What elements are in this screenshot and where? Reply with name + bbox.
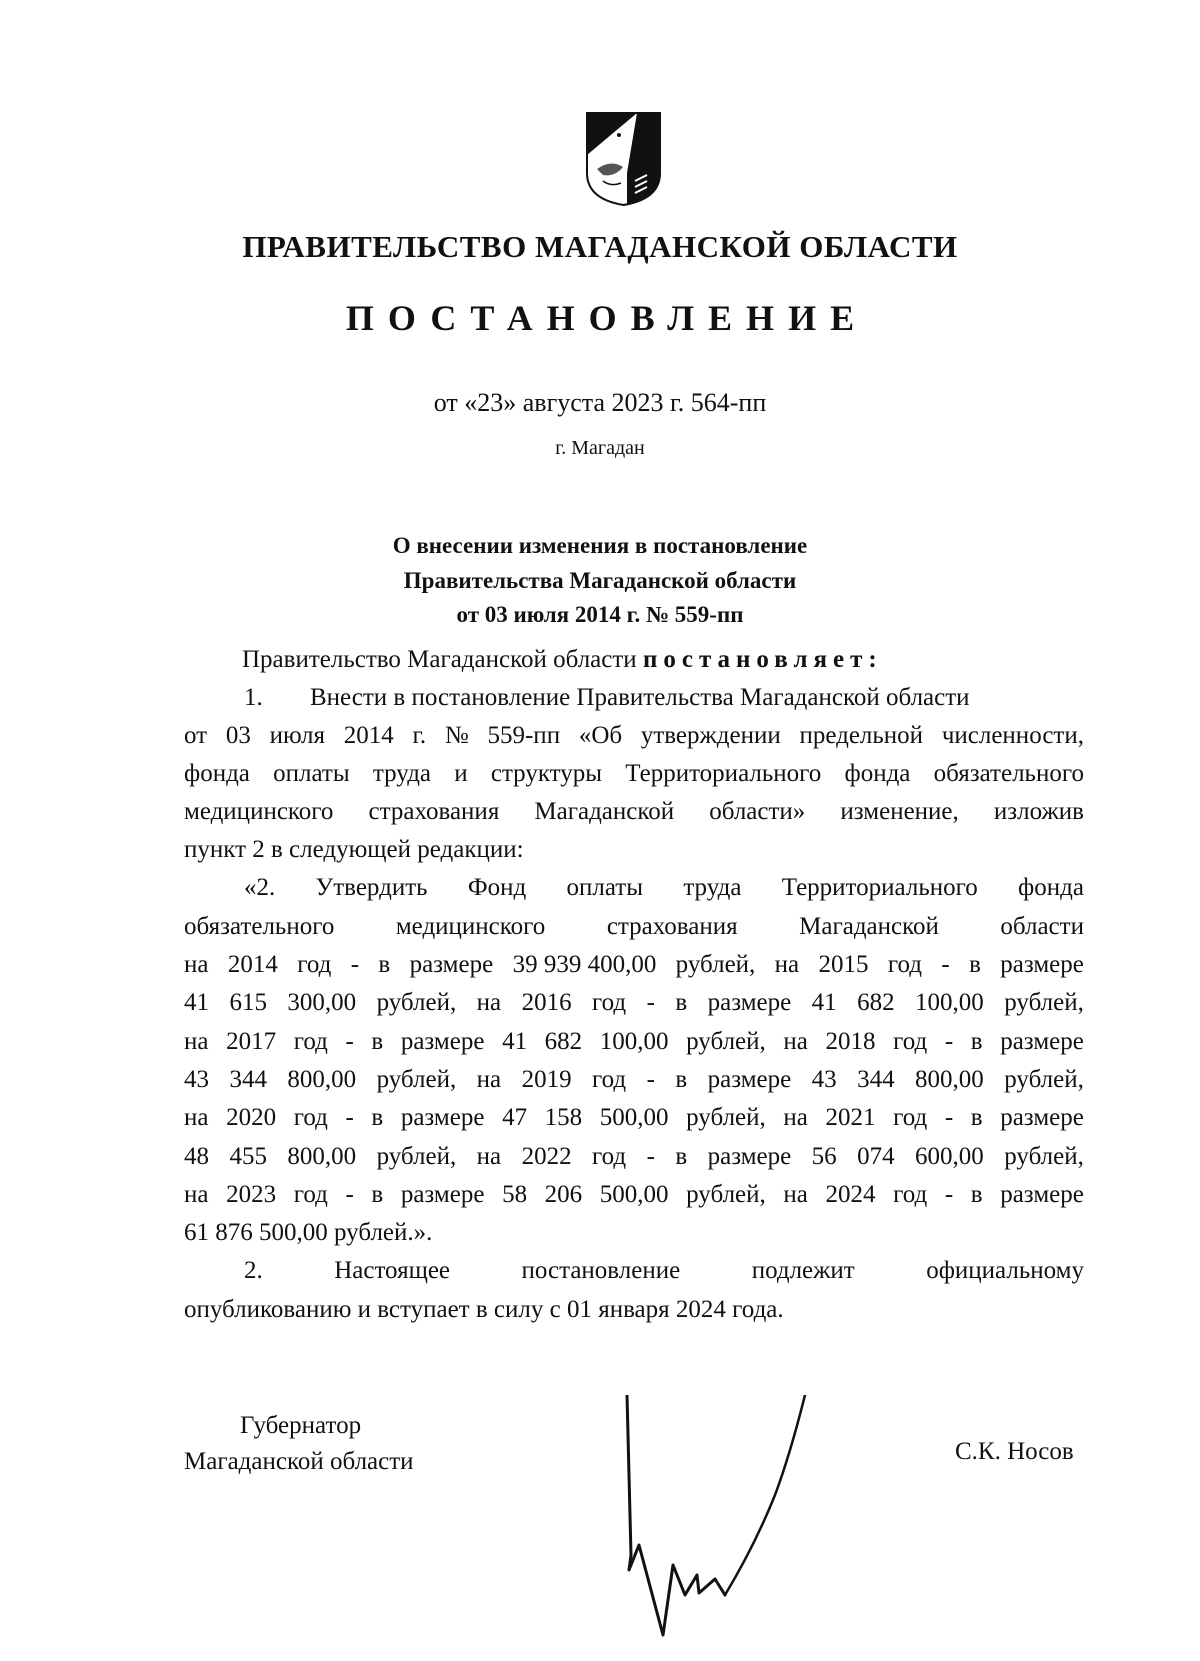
- word: 2022: [521, 1143, 572, 1170]
- preamble-lead: Правительство Магаданской области: [242, 646, 637, 673]
- word: 2023: [226, 1181, 277, 1208]
- word: 39 939 400,00: [512, 951, 657, 978]
- word: 47: [502, 1104, 528, 1131]
- word: год: [592, 1143, 627, 1170]
- word: размере: [1000, 951, 1084, 978]
- word: 41: [184, 989, 209, 1016]
- word: численности,: [941, 722, 1084, 749]
- word: в: [675, 989, 688, 1016]
- word: №: [444, 722, 469, 749]
- word: 600,00: [915, 1143, 984, 1170]
- word: 2014: [343, 722, 394, 749]
- word: предельной: [799, 722, 924, 749]
- word: Магаданской: [534, 798, 675, 825]
- quote-line: [184, 1181, 1084, 1209]
- word: 41: [502, 1028, 528, 1055]
- word: медицинского: [184, 798, 334, 825]
- word: 58: [502, 1181, 528, 1208]
- paragraph-number: 1.: [244, 684, 263, 711]
- word: 800,00: [287, 1143, 357, 1170]
- word: на: [476, 989, 502, 1016]
- word: размере: [400, 1104, 485, 1131]
- word: 2015: [818, 951, 869, 978]
- word: страхования: [368, 798, 500, 825]
- word: на: [774, 951, 800, 978]
- organization-heading: ПРАВИТЕЛЬСТВО МАГАДАНСКОЙ ОБЛАСТИ: [242, 229, 958, 264]
- word: 48: [184, 1143, 209, 1170]
- word: оплаты: [566, 874, 644, 901]
- word: год: [293, 1104, 328, 1131]
- word: 2020: [226, 1104, 277, 1131]
- word: рублей,: [1004, 1143, 1084, 1170]
- signer-name: С.К. Носов: [955, 1438, 1074, 1465]
- word: Территориального: [781, 874, 978, 901]
- preamble-verb: постановляет:: [642, 646, 883, 673]
- word: обязательного: [933, 760, 1084, 787]
- paragraph-2-first-line: [244, 1257, 1084, 1285]
- word: год: [592, 1066, 627, 1093]
- quote-line: [184, 951, 1084, 979]
- document-title-line: Правительства Магаданской области: [403, 568, 797, 593]
- word: утверждении: [640, 722, 781, 749]
- word: 344: [229, 1066, 267, 1093]
- word: размере: [1000, 1028, 1084, 1055]
- word: 2018: [825, 1028, 876, 1055]
- word: на: [184, 1028, 209, 1055]
- word: год: [297, 951, 332, 978]
- word: «2.: [244, 874, 276, 901]
- word: 2019: [521, 1066, 572, 1093]
- coat-of-arms-emblem: [585, 111, 662, 207]
- word: 41: [811, 989, 837, 1016]
- word: -: [345, 1181, 354, 1208]
- word: Утвердить: [315, 874, 428, 901]
- word: в: [371, 1181, 384, 1208]
- word: оплаты: [273, 760, 350, 787]
- word: -: [646, 1066, 655, 1093]
- word: 2016: [521, 989, 572, 1016]
- word: на: [476, 1143, 502, 1170]
- word: год: [887, 951, 923, 978]
- word: рублей,: [376, 1066, 457, 1093]
- word: 455: [229, 1143, 267, 1170]
- word: 074: [857, 1143, 895, 1170]
- word: 500,00: [599, 1104, 669, 1131]
- word: в: [969, 951, 981, 978]
- date-and-number: от «23» августа 2023 г. 564-пп: [433, 388, 767, 417]
- word: 800,00: [915, 1066, 984, 1093]
- word: 100,00: [915, 989, 984, 1016]
- word: 56: [811, 1143, 837, 1170]
- word: -: [941, 951, 950, 978]
- word: в: [371, 1028, 384, 1055]
- word: 344: [857, 1066, 895, 1093]
- word: на: [476, 1066, 502, 1093]
- word: год: [893, 1181, 928, 1208]
- word: на: [184, 1181, 209, 1208]
- paragraph-line: [184, 798, 1084, 826]
- paragraph-1-first-line: [244, 684, 1084, 712]
- word: труда: [683, 874, 742, 901]
- word: официальному: [926, 1257, 1084, 1284]
- word: 615: [229, 989, 267, 1016]
- word: на: [184, 1104, 209, 1131]
- word: на: [783, 1104, 808, 1131]
- paragraph-line: пункт 2 в следующей редакции:: [184, 836, 524, 863]
- word: 2017: [226, 1028, 277, 1055]
- quote-line: [184, 989, 1084, 1017]
- word: 03: [225, 722, 251, 749]
- word: рублей,: [376, 989, 457, 1016]
- document-title-line: О внесении изменения в постановление: [392, 533, 808, 558]
- word: -: [350, 951, 360, 978]
- word: -: [345, 1104, 354, 1131]
- word: в: [675, 1066, 688, 1093]
- word: 500,00: [599, 1181, 669, 1208]
- word: -: [646, 989, 655, 1016]
- word: фонда: [1018, 874, 1084, 901]
- word: 559-пп: [487, 722, 561, 749]
- city: г. Магадан: [555, 437, 645, 459]
- word: на: [184, 951, 209, 978]
- word: рублей,: [1004, 989, 1084, 1016]
- word: фонда: [844, 760, 911, 787]
- word: изложив: [993, 798, 1084, 825]
- word: в: [378, 951, 391, 978]
- word: год: [293, 1181, 328, 1208]
- word: Территориального: [625, 760, 822, 787]
- preamble: [242, 646, 1084, 674]
- word: 206: [544, 1181, 583, 1208]
- word: в: [970, 1028, 983, 1055]
- word: области: [1000, 913, 1084, 940]
- quote-line: [184, 1028, 1084, 1056]
- word: обязательного: [184, 913, 335, 940]
- quote-first-line: [244, 874, 1084, 902]
- word: 43: [811, 1066, 837, 1093]
- word: рублей,: [686, 1181, 766, 1208]
- signer-position-line: Губернатор: [240, 1412, 362, 1439]
- word: июля: [269, 722, 325, 749]
- quote-line: [184, 1066, 1084, 1094]
- word: 300,00: [287, 989, 357, 1016]
- word: Магаданской: [799, 913, 939, 940]
- word: изменение,: [840, 798, 959, 825]
- word: на: [783, 1181, 808, 1208]
- word: рублей,: [376, 1143, 457, 1170]
- text-line: Внести в постановление Правительства Магаданской области: [310, 684, 970, 711]
- paragraph-2-last-line: опубликованию и вступает в силу с 01 января 2024 года.: [184, 1296, 784, 1323]
- word: размере: [400, 1028, 485, 1055]
- word: -: [944, 1028, 954, 1055]
- word: Фонд: [467, 874, 527, 901]
- word: страхования: [606, 913, 738, 940]
- word: рублей,: [686, 1028, 766, 1055]
- word: на: [783, 1028, 808, 1055]
- word: 158: [544, 1104, 583, 1131]
- word: размере: [1000, 1104, 1084, 1131]
- word: 2021: [825, 1104, 876, 1131]
- word: области»: [709, 798, 806, 825]
- word: рублей,: [675, 951, 756, 978]
- word: -: [646, 1143, 655, 1170]
- word: постановление: [521, 1257, 681, 1284]
- word: размере: [409, 951, 494, 978]
- word: год: [293, 1028, 328, 1055]
- word: -: [944, 1104, 954, 1131]
- word: размере: [1000, 1181, 1084, 1208]
- word: год: [592, 989, 627, 1016]
- word: рублей,: [1004, 1066, 1084, 1093]
- quote-line: [184, 1143, 1084, 1171]
- word: 2024: [825, 1181, 876, 1208]
- word: размере: [707, 1066, 792, 1093]
- word: размере: [707, 989, 792, 1016]
- document-type-heading: ПОСТАНОВЛЕНИЕ: [345, 298, 869, 338]
- word: 43: [184, 1066, 209, 1093]
- word: в: [371, 1104, 384, 1131]
- word: 682: [857, 989, 895, 1016]
- word: 682: [544, 1028, 583, 1055]
- word: труда: [372, 760, 432, 787]
- word: медицинского: [395, 913, 546, 940]
- signer-position-line: Магаданской области: [184, 1448, 414, 1475]
- word: размере: [707, 1143, 792, 1170]
- word: -: [345, 1028, 354, 1055]
- document-title-line: от 03 июля 2014 г. № 559-пп: [456, 602, 744, 627]
- word: 2.: [244, 1257, 263, 1284]
- word: размере: [400, 1181, 485, 1208]
- word: структуры: [490, 760, 603, 787]
- word: -: [944, 1181, 954, 1208]
- paragraph-line: [184, 722, 1084, 750]
- word: Настоящее: [334, 1257, 451, 1284]
- word: фонда: [184, 760, 250, 787]
- quote-line: [184, 1104, 1084, 1132]
- word: 800,00: [287, 1066, 357, 1093]
- word: год: [893, 1028, 928, 1055]
- quote-line: [184, 913, 1084, 941]
- word: г.: [412, 722, 427, 749]
- handwritten-signature: [625, 1395, 845, 1660]
- word: год: [893, 1104, 928, 1131]
- quote-last-line: 61 876 500,00 рублей.».: [184, 1219, 433, 1246]
- word: 2014: [227, 951, 278, 978]
- word: в: [675, 1143, 688, 1170]
- word: от: [184, 722, 208, 749]
- word: 100,00: [599, 1028, 669, 1055]
- word: и: [454, 760, 468, 787]
- word: в: [970, 1104, 983, 1131]
- word: «Об: [578, 722, 623, 749]
- word: подлежит: [751, 1257, 855, 1284]
- paragraph-line: [184, 760, 1084, 788]
- word: рублей,: [686, 1104, 766, 1131]
- word: в: [970, 1181, 983, 1208]
